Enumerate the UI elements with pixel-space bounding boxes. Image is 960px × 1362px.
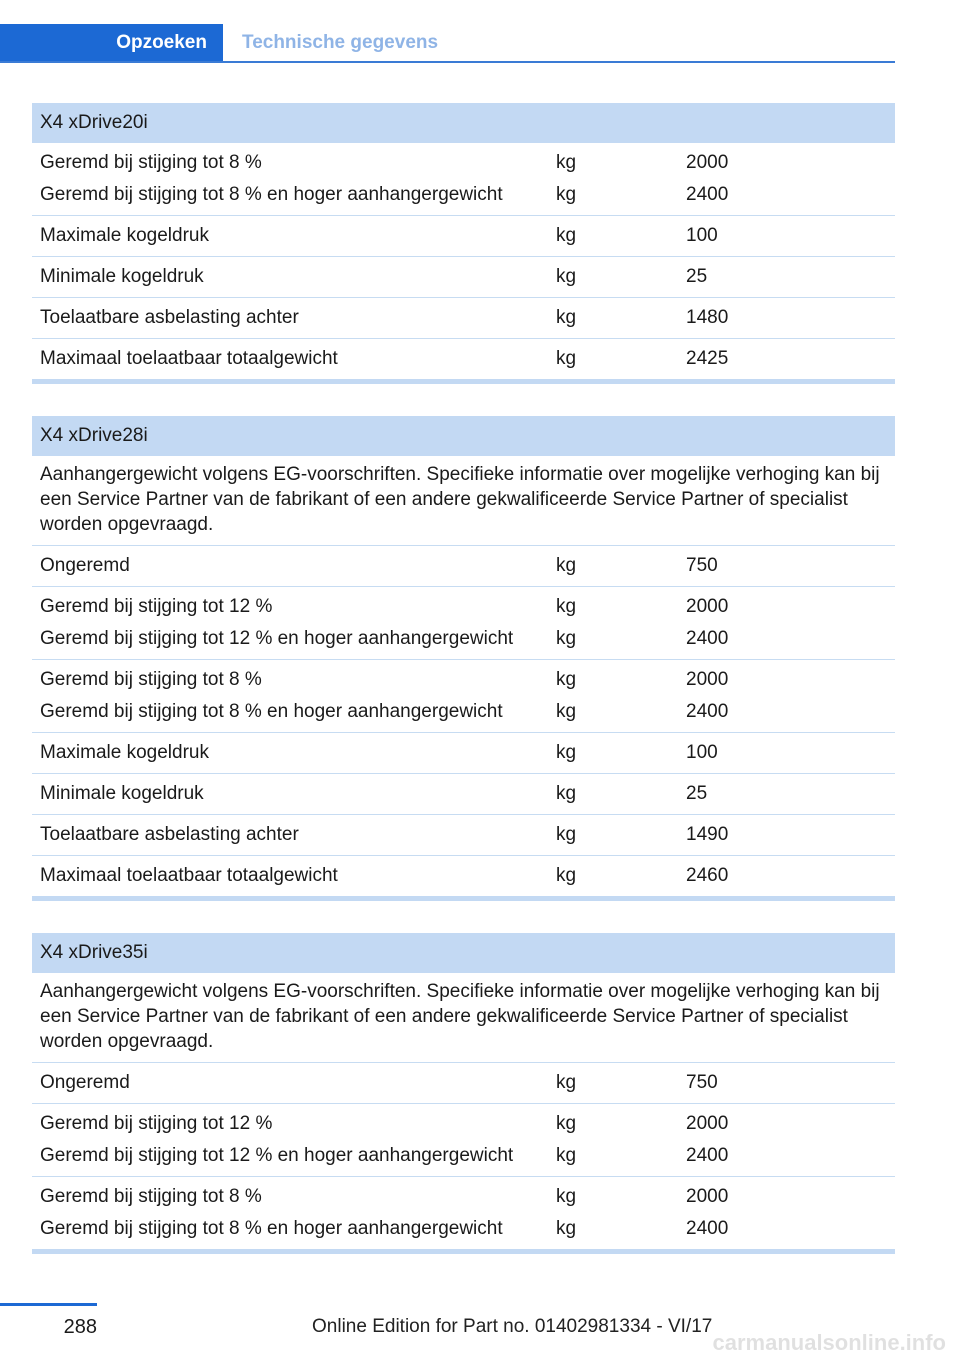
table-row: [32, 660, 895, 733]
spec-unit: kg: [556, 1218, 577, 1239]
table-row: [32, 774, 895, 815]
spec-unit: kg: [556, 783, 577, 804]
spec-value: 2000: [686, 669, 729, 690]
footer-rule: [0, 1303, 97, 1306]
spec-line: [32, 222, 895, 250]
spec-line: [32, 1069, 895, 1097]
spec-label: Toelaatbare asbelasting achter: [40, 824, 299, 845]
spec-unit: kg: [556, 307, 577, 328]
spec-line: [32, 1142, 895, 1170]
section-title: X4 xDrive20i: [32, 103, 895, 143]
tab-technische-gegevens-label: Technische gegevens: [242, 32, 439, 53]
table-row: [32, 587, 895, 660]
spec-line: [32, 552, 895, 580]
spec-line: [32, 304, 895, 332]
section-title: X4 xDrive35i: [32, 933, 895, 973]
spec-unit: kg: [556, 555, 577, 576]
spec-value: 100: [686, 742, 718, 763]
spec-line: [32, 780, 895, 808]
spec-value: 1490: [686, 824, 729, 845]
spec-line: [32, 739, 895, 767]
spec-unit: kg: [556, 348, 577, 369]
edition-text: Online Edition for Part no. 01402981334 - VI/17: [312, 1316, 713, 1337]
spec-label: Maximaal toelaatbaar totaalgewicht: [40, 348, 338, 369]
spec-line: [32, 698, 895, 726]
table-row: [32, 815, 895, 856]
spec-label: Geremd bij stijging tot 12 %: [40, 596, 273, 617]
table-row: [32, 1177, 895, 1254]
spec-unit: kg: [556, 1072, 577, 1093]
spec-section: [32, 416, 895, 901]
spec-value: 2400: [686, 701, 729, 722]
spec-line: [32, 1215, 895, 1243]
spec-value: 2400: [686, 1145, 729, 1166]
spec-unit: kg: [556, 742, 577, 763]
spec-value: 2425: [686, 348, 729, 369]
table-row: [32, 546, 895, 587]
spec-value: 750: [686, 555, 718, 576]
watermark: carmanualsonline.info: [712, 1330, 946, 1355]
tab-technische-gegevens[interactable]: [242, 24, 438, 62]
spec-value: 1480: [686, 307, 729, 328]
spec-label: Maximale kogeldruk: [40, 742, 209, 763]
section-note: Aanhangergewicht volgens EG-voorschriften. Specifieke informatie over mogelijke verhoging kan bij een Service Partner van de fabrikant of een andere gekwalificeerde Service Partner of specialist worden opgevraagd.: [32, 973, 895, 1063]
table-row: [32, 856, 895, 901]
spec-line: [32, 593, 895, 621]
table-row: [32, 733, 895, 774]
section-note: Aanhangergewicht volgens EG-voorschriften. Specifieke informatie over mogelijke verhoging kan bij een Service Partner van de fabrikant of een andere gekwalificeerde Service Partner of specialist worden opgevraagd.: [32, 456, 895, 546]
spec-value: 750: [686, 1072, 718, 1093]
spec-line: [32, 821, 895, 849]
spec-unit: kg: [556, 1186, 577, 1207]
table-row: [32, 143, 895, 216]
spec-label: Geremd bij stijging tot 8 % en hoger aanhangergewicht: [40, 701, 503, 722]
spec-unit: kg: [556, 184, 577, 205]
spec-line: [32, 1183, 895, 1211]
spec-section: [32, 933, 895, 1254]
spec-line: [32, 1110, 895, 1138]
spec-unit: kg: [556, 152, 577, 173]
spec-label: Maximaal toelaatbaar totaalgewicht: [40, 865, 338, 886]
spec-line: [32, 149, 895, 177]
spec-label: Geremd bij stijging tot 8 % en hoger aanhangergewicht: [40, 1218, 503, 1239]
spec-value: 2460: [686, 865, 729, 886]
page-number: 288: [63, 1316, 97, 1338]
spec-section: [32, 103, 895, 384]
section-title: X4 xDrive28i: [32, 416, 895, 456]
spec-label: Minimale kogeldruk: [40, 783, 204, 804]
spec-line: [32, 263, 895, 291]
spec-line: [32, 625, 895, 653]
spec-unit: kg: [556, 701, 577, 722]
table-row: [32, 1104, 895, 1177]
table-row: [32, 216, 895, 257]
spec-unit: kg: [556, 596, 577, 617]
spec-label: Ongeremd: [40, 555, 130, 576]
spec-line: [32, 862, 895, 890]
spec-value: 2400: [686, 184, 729, 205]
table-row: [32, 339, 895, 384]
spec-value: 2000: [686, 152, 729, 173]
spec-label: Geremd bij stijging tot 8 %: [40, 669, 262, 690]
spec-value: 2000: [686, 1113, 729, 1134]
spec-value: 2400: [686, 1218, 729, 1239]
spec-line: [32, 345, 895, 373]
spec-unit: kg: [556, 628, 577, 649]
header-tabs: [0, 24, 895, 62]
spec-label: Ongeremd: [40, 1072, 130, 1093]
spec-line: [32, 181, 895, 209]
spec-unit: kg: [556, 1113, 577, 1134]
spec-line: [32, 666, 895, 694]
spec-unit: kg: [556, 266, 577, 287]
spec-tables: [32, 103, 895, 1254]
tab-opzoeken-label: Opzoeken: [116, 32, 207, 53]
spec-label: Toelaatbare asbelasting achter: [40, 307, 299, 328]
spec-value: 2000: [686, 1186, 729, 1207]
spec-unit: kg: [556, 865, 577, 886]
spec-label: Minimale kogeldruk: [40, 266, 204, 287]
spec-unit: kg: [556, 1145, 577, 1166]
spec-unit: kg: [556, 669, 577, 690]
spec-label: Geremd bij stijging tot 8 % en hoger aanhangergewicht: [40, 184, 503, 205]
table-row: [32, 1063, 895, 1104]
table-row: [32, 257, 895, 298]
spec-label: Maximale kogeldruk: [40, 225, 209, 246]
spec-label: Geremd bij stijging tot 12 %: [40, 1113, 273, 1134]
spec-value: 25: [686, 266, 708, 287]
spec-label: Geremd bij stijging tot 8 %: [40, 1186, 262, 1207]
spec-value: 100: [686, 225, 718, 246]
spec-value: 2400: [686, 628, 729, 649]
header-rule: [0, 61, 895, 63]
tab-opzoeken[interactable]: [0, 24, 223, 62]
spec-unit: kg: [556, 824, 577, 845]
spec-label: Geremd bij stijging tot 12 % en hoger aanhangergewicht: [40, 628, 514, 649]
spec-value: 25: [686, 783, 708, 804]
spec-value: 2000: [686, 596, 729, 617]
spec-unit: kg: [556, 225, 577, 246]
table-row: [32, 298, 895, 339]
spec-label: Geremd bij stijging tot 8 %: [40, 152, 262, 173]
spec-label: Geremd bij stijging tot 12 % en hoger aanhangergewicht: [40, 1145, 514, 1166]
